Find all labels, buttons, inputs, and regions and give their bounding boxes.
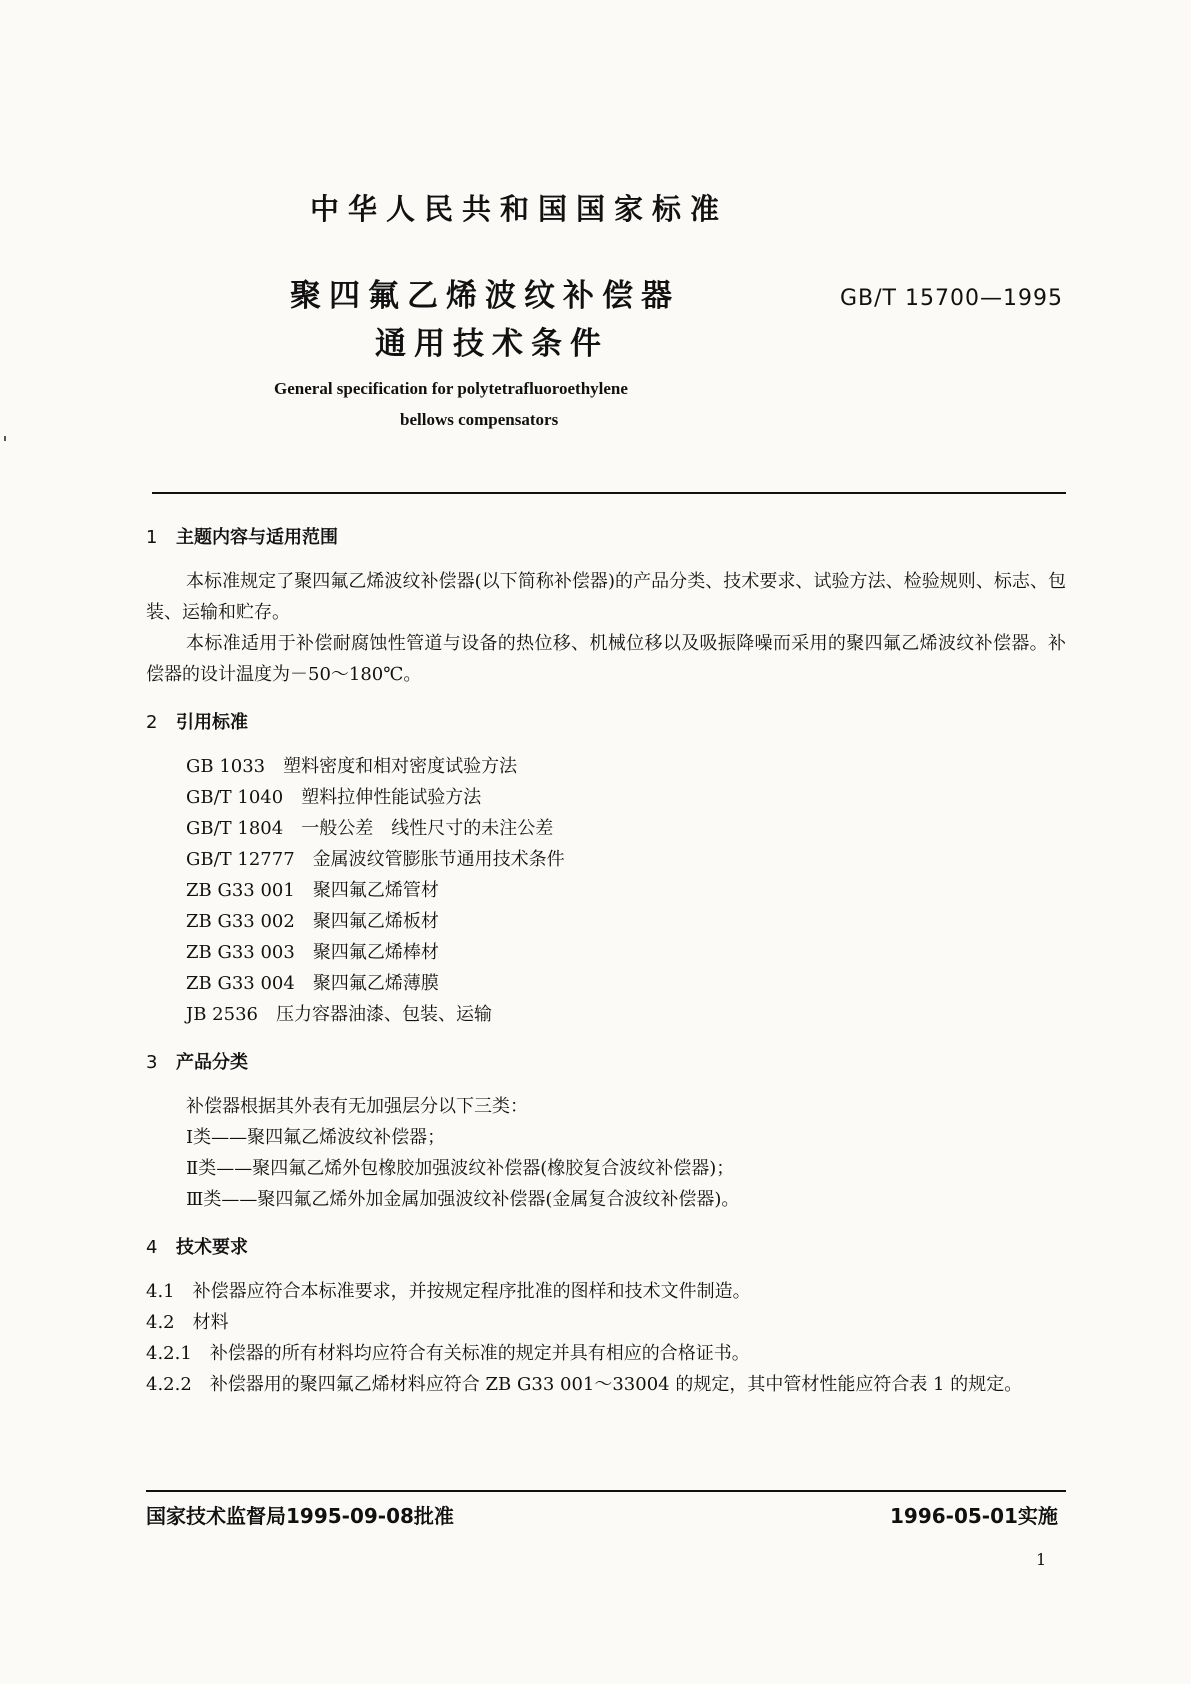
reference-code: ZB G33 001 — [186, 880, 295, 901]
english-title-line2: bellows compensators — [400, 410, 559, 429]
section-number: 3 — [146, 1052, 158, 1073]
section-number: 2 — [146, 712, 158, 733]
reference-item — [146, 813, 1066, 844]
clause — [146, 1276, 1066, 1307]
clause-text: 材料 — [192, 1312, 229, 1333]
reference-code: GB/T 12777 — [186, 849, 295, 870]
national-standard-heading: 中华人民共和国国家标准 — [310, 192, 729, 226]
header-divider — [152, 492, 1066, 494]
clause-text: 补偿器的所有材料均应符合有关标准的规定并具有相应的合格证书。 — [209, 1343, 750, 1364]
clause — [146, 1369, 1066, 1400]
reference-name: 塑料密度和相对密度试验方法 — [283, 756, 518, 777]
reference-code: ZB G33 004 — [186, 973, 295, 994]
section-title: 主题内容与适用范围 — [176, 527, 338, 548]
reference-item — [146, 844, 1066, 875]
english-title-line1: General specification for polytetrafluoroethylene — [274, 379, 628, 398]
document-body — [146, 522, 1066, 1400]
section-heading — [146, 1232, 1066, 1263]
document-title-line1: 聚四氟乙烯波纹补偿器 — [290, 278, 680, 314]
reference-code: GB 1033 — [186, 756, 266, 777]
reference-item — [146, 751, 1066, 782]
section-title: 技术要求 — [176, 1237, 248, 1258]
reference-code: GB/T 1804 — [186, 818, 284, 839]
paragraph: 本标准规定了聚四氟乙烯波纹补偿器(以下简称补偿器)的产品分类、技术要求、试验方法、检验规则、标志、包装、运输和贮存。 — [146, 571, 1066, 623]
reference-code: ZB G33 003 — [186, 942, 295, 963]
reference-code: JB 2536 — [186, 1004, 258, 1025]
reference-name: 聚四氟乙烯棒材 — [312, 942, 439, 963]
clause-text: 补偿器应符合本标准要求，并按规定程序批准的图样和技术文件制造。 — [192, 1281, 751, 1302]
reference-name: 金属波纹管膨胀节通用技术条件 — [312, 849, 565, 870]
paragraph: 本标准适用于补偿耐腐蚀性管道与设备的热位移、机械位移以及吸振降噪而采用的聚四氟乙烯波纹补偿器。补偿器的设计温度为－50～180℃。 — [146, 633, 1066, 685]
clause-number: 4.1 — [146, 1281, 175, 1302]
reference-code: GB/T 1040 — [186, 787, 284, 808]
reference-code: ZB G33 002 — [186, 911, 295, 932]
clause — [146, 1307, 1066, 1338]
approval-statement: 国家技术监督局1995-09-08批准 — [146, 1504, 454, 1528]
classification-intro: 补偿器根据其外表有无加强层分以下三类： — [186, 1096, 528, 1117]
reference-item — [146, 875, 1066, 906]
clause-text: 补偿器用的聚四氟乙烯材料应符合 ZB G33 001～33004 的规定，其中管材性能应符合表 1 的规定。 — [209, 1374, 1023, 1395]
reference-item — [146, 937, 1066, 968]
clause-number: 4.2.2 — [146, 1374, 192, 1395]
section-number: 1 — [146, 527, 158, 548]
clause — [146, 1338, 1066, 1369]
section-title: 产品分类 — [176, 1052, 248, 1073]
clause-number: 4.2 — [146, 1312, 175, 1333]
classification-item: Ⅱ类——聚四氟乙烯外包橡胶加强波纹补偿器(橡胶复合波纹补偿器)； — [186, 1158, 735, 1179]
classification-item: Ⅲ类——聚四氟乙烯外加金属加强波纹补偿器(金属复合波纹补偿器)。 — [186, 1189, 740, 1210]
section-number: 4 — [146, 1237, 158, 1258]
clause-number: 4.2.1 — [146, 1343, 192, 1364]
effective-date: 1996-05-01实施 — [890, 1504, 1058, 1528]
footer-divider — [146, 1490, 1066, 1492]
reference-name: 一般公差 线性尺寸的未注公差 — [301, 818, 554, 839]
reference-name: 聚四氟乙烯管材 — [312, 880, 439, 901]
section-heading — [146, 522, 1066, 553]
page-number: 1 — [1036, 1550, 1047, 1569]
reference-name: 压力容器油漆、包装、运输 — [275, 1004, 492, 1025]
classification-item: Ⅰ类——聚四氟乙烯波纹补偿器； — [186, 1127, 446, 1148]
section-heading — [146, 1047, 1066, 1078]
document-title-line2: 通用技术条件 — [375, 326, 609, 362]
standard-number: GB/T 15700—1995 — [840, 286, 1063, 311]
scan-mark — [4, 436, 6, 441]
reference-item — [146, 906, 1066, 937]
reference-name: 聚四氟乙烯板材 — [312, 911, 439, 932]
reference-name: 聚四氟乙烯薄膜 — [312, 973, 439, 994]
reference-item — [146, 999, 1066, 1030]
section-title: 引用标准 — [176, 712, 248, 733]
reference-name: 塑料拉伸性能试验方法 — [301, 787, 482, 808]
reference-item — [146, 968, 1066, 999]
reference-item — [146, 782, 1066, 813]
section-heading — [146, 707, 1066, 738]
